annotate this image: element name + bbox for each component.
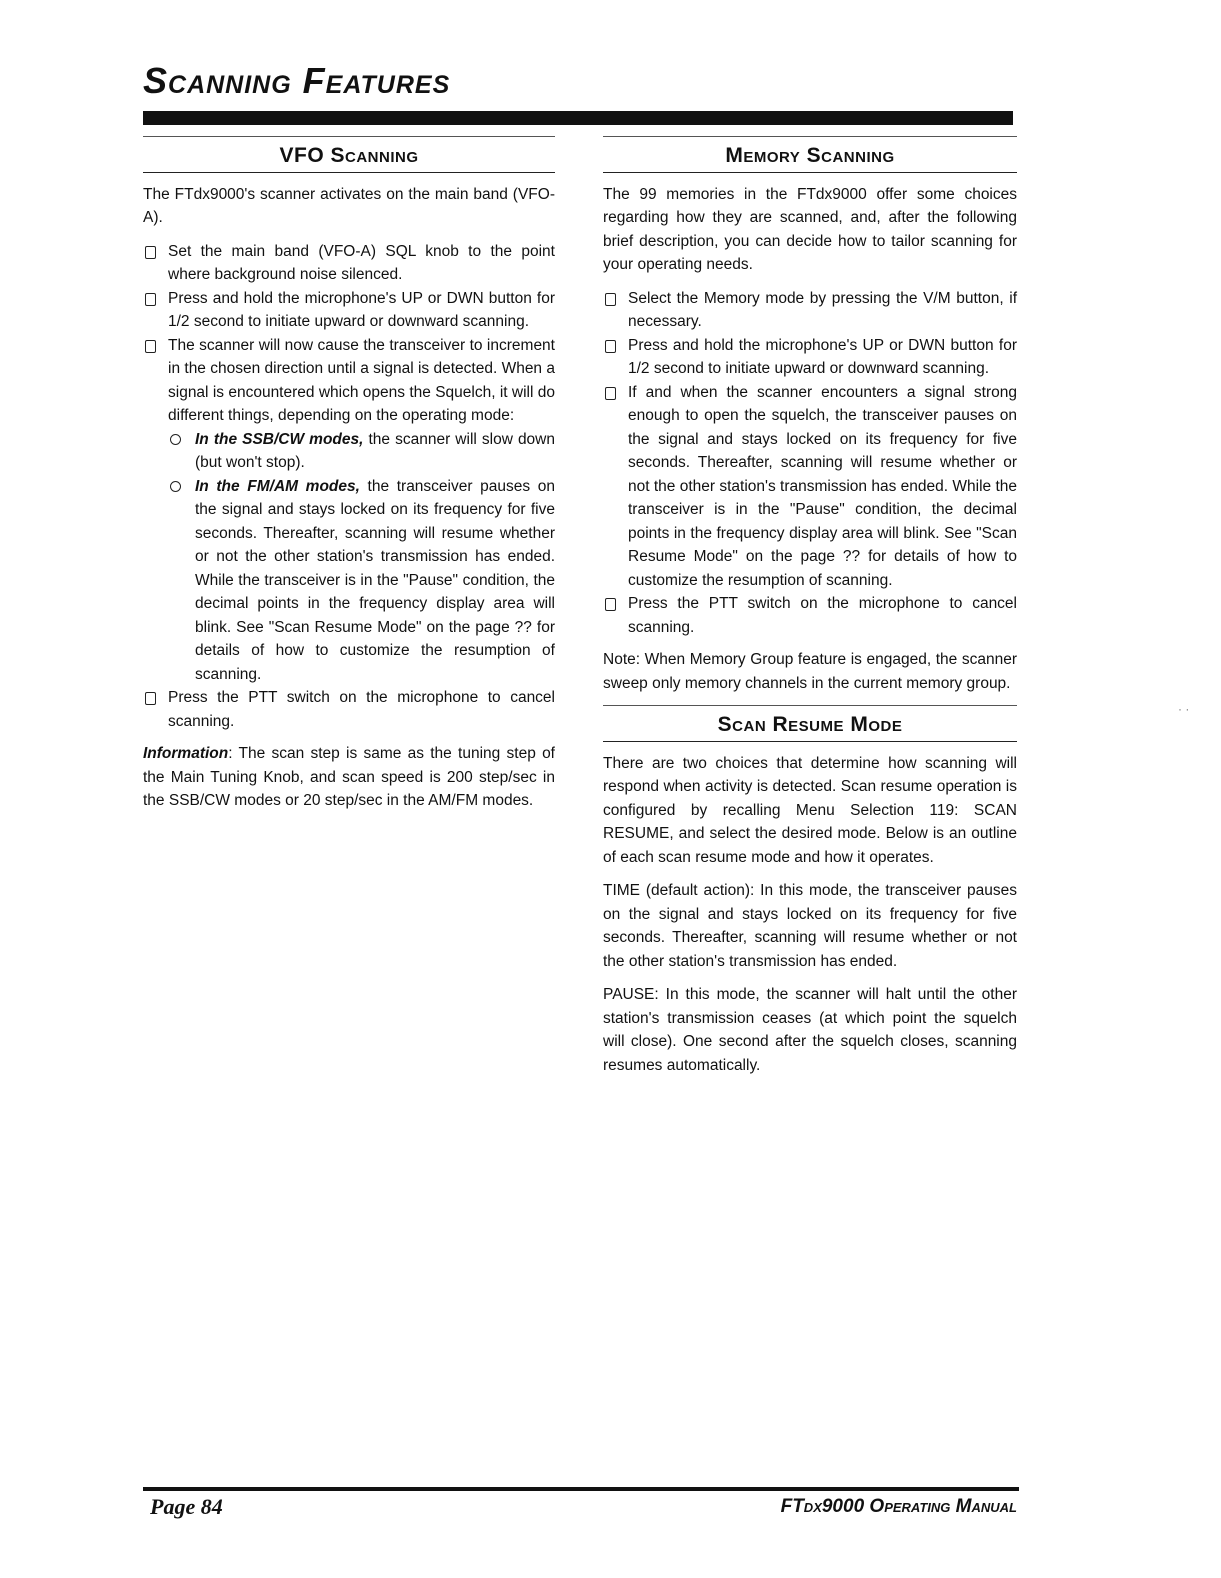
memory-step-2: Press and hold the microphone's UP or DWN button for 1/2 second to initiate upward or downward scanning. bbox=[603, 334, 1017, 381]
vfo-sub-ssb-cw bbox=[168, 428, 555, 475]
vfo-step-2: Press and hold the microphone's UP or DWN button for 1/2 second to initiate upward or downward scanning. bbox=[143, 287, 555, 334]
vfo-step-3 bbox=[143, 334, 555, 687]
memory-note: Note: When Memory Group feature is engaged, the scanner sweep only memory channels in the current memory group. bbox=[603, 651, 1017, 692]
right-column bbox=[603, 136, 1017, 1087]
resume-heading-text: Scan Resume Mode bbox=[717, 713, 903, 736]
vfo-scanning-heading bbox=[143, 136, 555, 173]
vfo-mode-sublist bbox=[168, 428, 555, 687]
memory-scanning-heading bbox=[603, 136, 1017, 173]
manual-title: FTdx9000 Operating Manual bbox=[780, 1496, 1017, 1517]
resume-pause: PAUSE: In this mode, the scanner will halt until the other station's transmission ceases (at which point the squelch will close). One second after the squelch closes, scanning resumes automatically. bbox=[603, 986, 1017, 1074]
resume-intro: There are two choices that determine how scanning will respond when activity is detected. Scan resume operation is configured by recalling Menu Selection 119: SCAN RESUME, and select the desired mode. Below is an outline of each scan resume mode and how it operates. bbox=[603, 754, 1017, 866]
scan-artifact-dots: · · bbox=[1178, 702, 1190, 716]
memory-heading-text: Memory Scanning bbox=[725, 144, 895, 167]
fm-am-text: the transceiver pauses on the signal and stays locked on its frequency for five seconds. Thereafter, scanning will resume whether or not the other station's transmission has ended. While the transceiver is in the "Pause" condition, the decimal points in the frequency display area will blink. See "Scan Resume Mode" on the page ?? for details of how to customize the resumption of scanning. bbox=[195, 477, 555, 683]
memory-step-1: Select the Memory mode by pressing the V/M button, if necessary. bbox=[603, 287, 1017, 334]
memory-step-4: Press the PTT switch on the microphone to cancel scanning. bbox=[603, 592, 1017, 639]
fm-am-label: In the FM/AM modes, bbox=[195, 477, 360, 495]
memory-intro: The 99 memories in the FTdx9000 offer some choices regarding how they are scanned, and, after the following brief description, you can decide how to tailor scanning for your operating needs. bbox=[603, 185, 1017, 273]
title-bar-divider bbox=[143, 111, 1013, 125]
memory-steps-list bbox=[603, 287, 1017, 640]
left-column bbox=[143, 136, 555, 823]
page-number: Page 84 bbox=[150, 1494, 223, 1519]
vfo-step-1: Set the main band (VFO-A) SQL knob to the point where background noise silenced. bbox=[143, 240, 555, 287]
information-text: : The scan step is same as the tuning step of the Main Tuning Knob, and scan speed is 200 step/sec in the SSB/CW modes or 20 step/sec in the AM/FM modes. bbox=[143, 745, 555, 809]
ssb-cw-text: the scanner will slow down (but won't stop). bbox=[195, 430, 555, 471]
vfo-information bbox=[143, 742, 555, 813]
vfo-sub-fm-am bbox=[168, 475, 555, 687]
memory-step-3: If and when the scanner encounters a signal strong enough to open the squelch, the transceiver pauses on the signal and stays locked on its frequency for five seconds. Thereafter, scanning will resume whether or not the other station's transmission has ended. While the transceiver is in the "Pause" condition, the decimal points in the frequency display area will blink. See "Scan Resume Mode" on the page ?? for details of how to customize the resumption of scanning. bbox=[603, 381, 1017, 593]
footer-rule bbox=[143, 1487, 1019, 1491]
vfo-step-3-text: The scanner will now cause the transceiver to increment in the chosen direction until a signal is detected. When a signal is encountered which opens the Squelch, it will do different things, depending on the operating mode: bbox=[168, 336, 555, 424]
vfo-steps-list bbox=[143, 240, 555, 734]
resume-time: TIME (default action): In this mode, the transceiver pauses on the signal and stays locked on its frequency for five seconds. Thereafter, scanning will resume whether or not the other station's transmission has ended. bbox=[603, 882, 1017, 970]
scan-resume-heading bbox=[603, 705, 1017, 742]
vfo-intro: The FTdx9000's scanner activates on the main band (VFO-A). bbox=[143, 185, 555, 226]
vfo-step-4: Press the PTT switch on the microphone to cancel scanning. bbox=[143, 686, 555, 733]
page-title: Scanning Features bbox=[143, 60, 451, 101]
information-label: Information bbox=[143, 745, 229, 762]
ssb-cw-label: In the SSB/CW modes, bbox=[195, 430, 364, 448]
vfo-heading-text: VFO Scanning bbox=[279, 144, 419, 167]
